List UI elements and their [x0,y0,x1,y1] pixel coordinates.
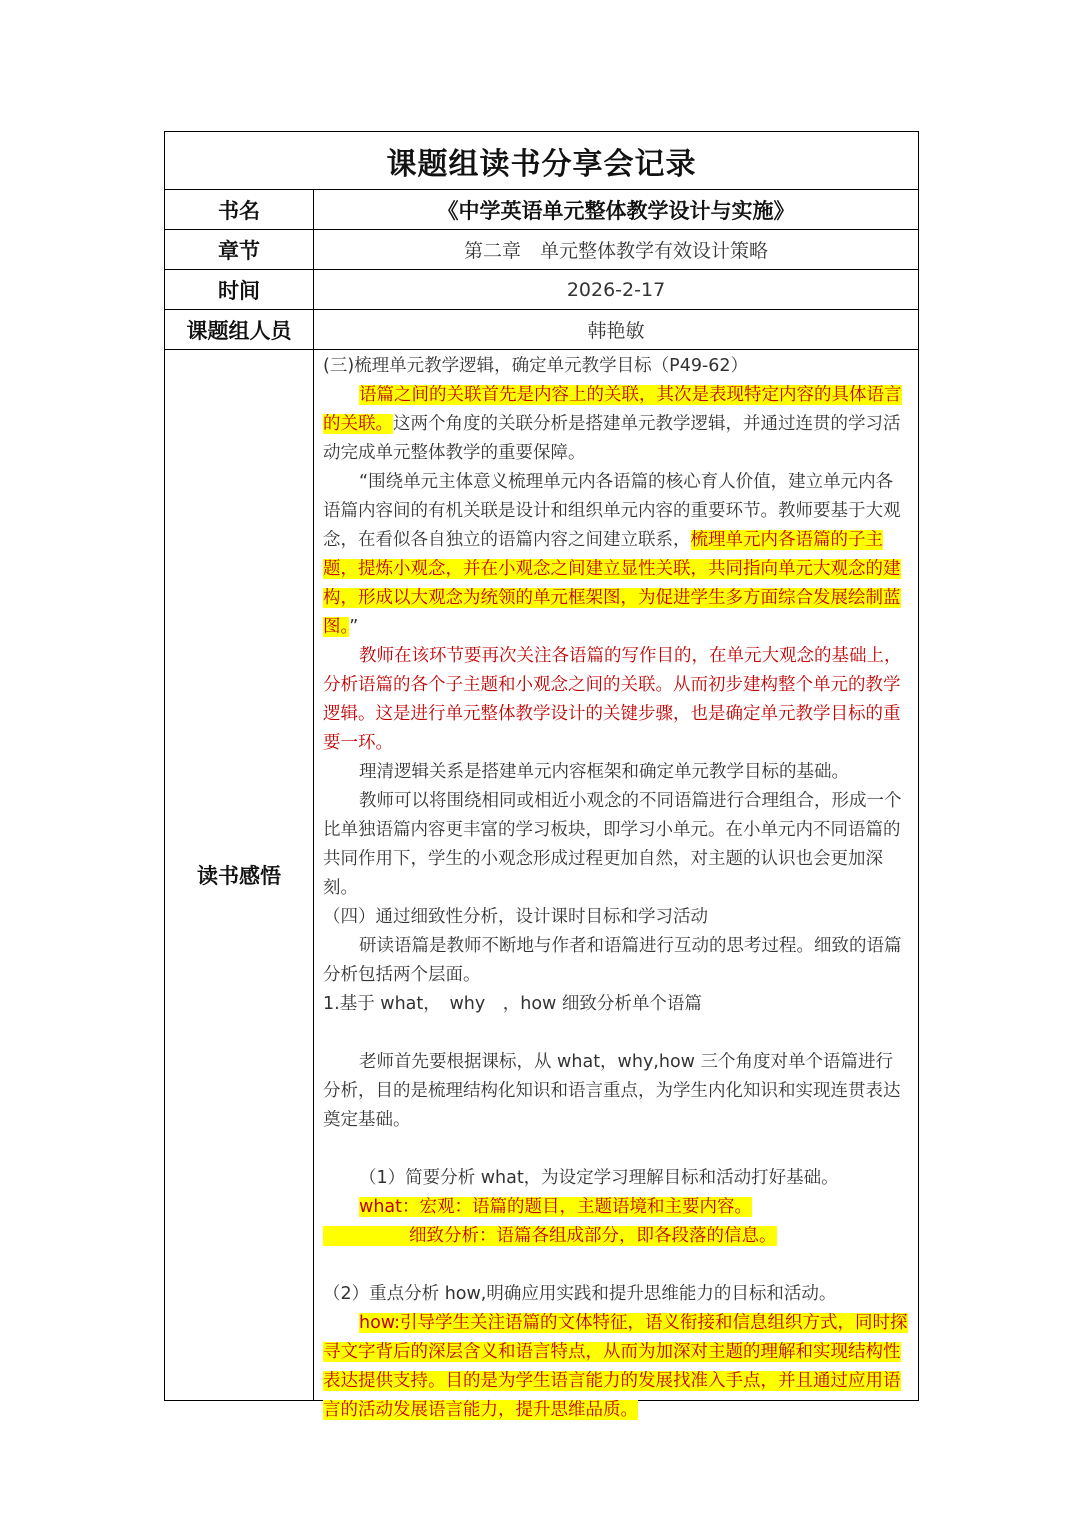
document-title: 课题组读书分享会记录 [165,132,918,190]
highlight: 梳理单元内各语篇的子主题，提炼小观念，并在小观念之间建立显性关联，共同指向单元大观念的建构，形成以大观念为统领的单元框架图，为促进学生多方面综合发展绘制蓝图。 [323,530,901,637]
paragraph [323,1222,910,1251]
book-label: 书名 [165,190,314,229]
paragraph: （2）重点分析 how,明确应用实践和提升思维能力的目标和活动。 [323,1284,837,1304]
time-value: 2026-2-17 [566,278,666,301]
highlight: 语篇之间的关联首先是内容上的关联，其次是表现特定内容的具体语言的关联。 [323,385,902,434]
reflection-content [323,352,910,1420]
members-value: 韩艳敏 [587,320,645,342]
book-value: 《中学英语单元整体教学设计与实施》 [437,198,795,223]
quote-paragraph: “围绕单元主体意义梳理单元内各语篇的核心育人价值，建立单元内各语篇内容间的有机关联是设计和组织单元内容的重要环节。教师要基于大观念，在看似各自独立的语篇内容之间建立联系，梳理单元内各语篇的子主题，提炼小观念，并在小观念之间建立显性关联，共同指向单元大观念的建构，形成以大观念为统领的单元框架图，为促进学生多方面综合发展绘制蓝图。” [323,472,901,637]
highlight: what：宏观：语篇的题目，主题语境和主要内容。 [359,1197,752,1217]
book-row [165,190,918,230]
paragraph: 教师在该环节要再次关注各语篇的写作目的，在单元大观念的基础上，分析语篇的各个子主题和小观念之间的关联。从而初步建构整个单元的教学逻辑。这是进行单元整体教学设计的关键步骤，也是确定单元教学目标的重要一环。 [323,646,902,753]
time-label: 时间 [165,270,314,309]
chapter-value: 第二章 单元整体教学有效设计策略 [463,240,768,262]
paragraph: 老师首先要根据课标，从 what，why,how 三个角度对单个语篇进行分析，目的是梳理结构化知识和语言重点，为学生内化知识和实现连贯表达奠定基础。 [323,1052,901,1130]
reflection-row [165,350,918,1420]
highlight: how:引导学生关注语篇的文体特征，语义衔接和信息组织方式，同时探寻文字背后的深层含义和语言特点，从而为加深对主题的理解和实现结构性表达提供支持。目的是为学生语言能力的发展找准入手点，并且通过应用语言的活动发展语言能力，提升思维品质。 [323,1313,908,1420]
chapter-label: 章节 [165,230,314,269]
sub-heading: 1.基于 what， why ，how 细致分析单个语篇 [323,994,702,1014]
paragraph: 研读语篇是教师不断地与作者和语篇进行互动的思考过程。细致的语篇分析包括两个层面。 [323,936,902,985]
members-label: 课题组人员 [165,310,314,349]
highlight: 细致分析：语篇各组成部分，即各段落的信息。 [323,1226,777,1246]
paragraph [323,1193,910,1222]
section-four-heading: （四）通过细致性分析，设计课时目标和学习活动 [323,907,708,927]
paragraph: 理清逻辑关系是搭建单元内容框架和确定单元教学目标的基础。 [359,762,849,782]
reflection-label: 读书感悟 [165,350,314,1400]
paragraph: 语篇之间的关联首先是内容上的关联，其次是表现特定内容的具体语言的关联。这两个角度的关联分析是搭建单元教学逻辑，并通过连贯的学习活动完成单元整体教学的重要保障。 [323,385,902,463]
members-row [165,310,918,350]
section-three-heading: (三)梳理单元教学逻辑，确定单元教学目标（P49-62） [323,356,749,376]
time-row [165,270,918,310]
chapter-row [165,230,918,270]
paragraph [323,1309,910,1425]
paragraph: 教师可以将围绕相同或相近小观念的不同语篇进行合理组合，形成一个比单独语篇内容更丰富的学习板块，即学习小单元。在小单元内不同语篇的共同作用下，学生的小观念形成过程更加自然，对主题的认识也会更加深刻。 [323,791,902,898]
record-table [164,131,919,1420]
paragraph: （1）简要分析 what，为设定学习理解目标和活动打好基础。 [359,1168,839,1188]
